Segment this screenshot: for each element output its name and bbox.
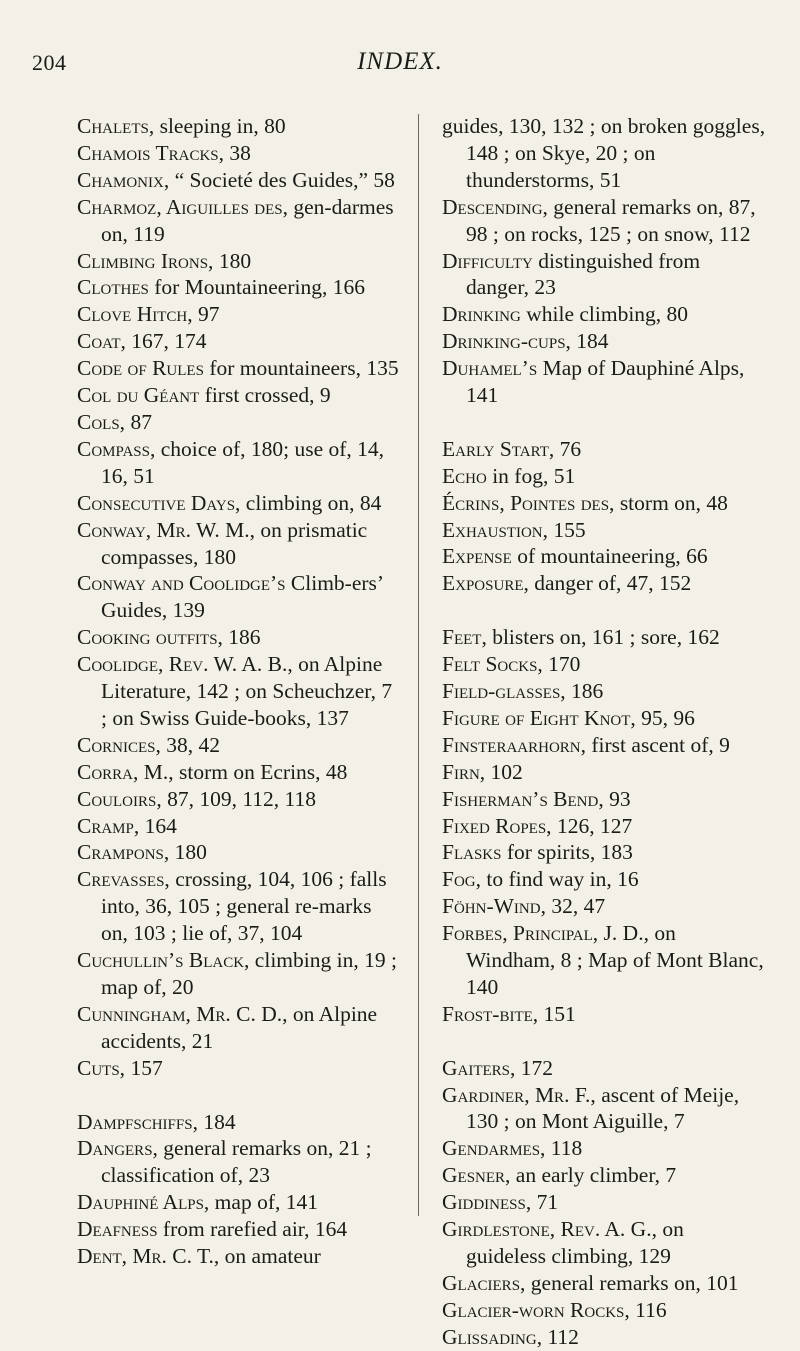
entry-text: 167, 174: [125, 329, 207, 354]
entry-text: general remarks on, 21 ; classification of, 23: [101, 1136, 372, 1188]
entry-text: 102: [485, 759, 523, 784]
entry-text: 32, 47: [545, 894, 606, 919]
index-entry: [442, 1189, 768, 1216]
entry-text: 180: [169, 840, 207, 865]
index-entry: [442, 651, 768, 678]
entry-text: 87, 109, 112, 118: [161, 786, 316, 811]
index-entry: [77, 328, 403, 355]
entry-heading: Chamois Tracks,: [77, 140, 225, 165]
entry-heading: Conway, Mr. W. M.,: [77, 517, 255, 542]
entry-heading: Gaiters,: [442, 1055, 516, 1080]
entry-heading: Fisherman’s Bend,: [442, 786, 604, 811]
page-number: 204: [32, 50, 67, 75]
entry-heading: Girdlestone, Rev. A. G.,: [442, 1217, 657, 1242]
entry-text: climbing on, 84: [240, 490, 382, 515]
entry-text: climbing in, 19 ; map of, 20: [101, 948, 397, 999]
entry-heading: Corra, M.,: [77, 759, 174, 784]
entry-text: general remarks on, 101: [525, 1270, 739, 1295]
entry-heading: Echo: [442, 463, 487, 488]
index-entry: [442, 1216, 768, 1270]
entry-text: from rarefied air, 164: [157, 1217, 348, 1242]
entry-heading: Clothes: [77, 275, 149, 300]
index-entry: [77, 382, 403, 409]
entry-text: ascent of Meije, 130 ; on Mont Aiguille, 7: [466, 1082, 740, 1134]
index-column-right: [442, 113, 768, 1351]
entry-heading: Coolidge, Rev. W. A. B.,: [77, 652, 293, 677]
entry-heading: Exposure,: [442, 571, 529, 596]
letter-gap: [77, 1082, 403, 1109]
entry-text: first ascent of, 9: [586, 732, 730, 757]
entry-heading: Climbing Irons,: [77, 248, 214, 273]
index-entry: [442, 463, 768, 490]
entry-heading: Gesner,: [442, 1163, 511, 1188]
index-column-left: [77, 113, 403, 1270]
index-entry: [77, 517, 403, 571]
entry-heading: Clove Hitch,: [77, 302, 193, 327]
index-entry: [442, 732, 768, 759]
entry-text: on prismatic compasses, 180: [101, 517, 368, 569]
index-entry: [77, 732, 403, 759]
index-entry: [442, 678, 768, 705]
index-entry: [77, 813, 403, 840]
index-entry: [442, 1270, 768, 1297]
entry-text: guides, 130, 132 ; on broken goggles, 148 ; on Skye, 20 ; on thunderstorms, 51: [442, 114, 766, 192]
entry-heading: Crevasses,: [77, 867, 170, 892]
entry-heading: Dangers,: [77, 1136, 158, 1161]
index-entry: [442, 920, 768, 1001]
entry-text: first crossed, 9: [199, 383, 331, 408]
entry-text: gen-darmes on, 119: [101, 194, 394, 246]
entry-heading: Figure of Eight Knot,: [442, 705, 636, 730]
entry-text: in fog, 51: [486, 463, 576, 488]
entry-heading: Écrins, Pointes des,: [442, 490, 615, 515]
entry-heading: Col du Géant: [77, 383, 200, 408]
index-entry: [442, 1055, 768, 1082]
entry-heading: Duhamel’s: [442, 356, 538, 381]
entry-heading: Felt Socks,: [442, 652, 543, 677]
entry-text: 184: [197, 1109, 236, 1134]
index-entry: [442, 1001, 768, 1028]
entry-heading: Conway and Coolidge’s: [77, 571, 286, 596]
entry-text: 186: [565, 679, 604, 703]
index-entry: [77, 248, 403, 275]
entry-text: Map of Dauphiné Alps, 141: [466, 356, 745, 408]
index-entry: [442, 759, 768, 786]
entry-text: 170: [542, 652, 581, 677]
index-entry: [77, 167, 403, 194]
entry-text: on Alpine Literature, 142 ; on Scheuchzer, 7 ; on Swiss Guide-books, 137: [101, 652, 393, 730]
entry-heading: Exhaustion,: [442, 517, 549, 542]
index-entry: [77, 436, 403, 490]
entry-text: distinguished from danger, 23: [466, 248, 701, 300]
entry-text: 76: [554, 436, 582, 461]
entry-heading: Consecutive Days,: [77, 490, 241, 515]
index-entry: [442, 1297, 768, 1324]
running-head: INDEX.: [357, 48, 443, 75]
entry-text: 97: [192, 302, 220, 327]
entry-text: crossing, 104, 106 ; falls into, 36, 105 ; general re-marks on, 103 ; lie of, 37, 104: [101, 867, 387, 946]
entry-text: an early climber, 7: [510, 1163, 677, 1188]
index-entry: [77, 1001, 403, 1055]
entry-heading: Chamonix,: [77, 167, 170, 192]
entry-heading: Charmoz, Aiguilles des,: [77, 194, 289, 219]
index-entry: [77, 113, 403, 140]
entry-text: Climb-ers’ Guides, 139: [101, 571, 383, 623]
index-entry: [442, 1082, 768, 1136]
entry-text: for Mountaineering, 166: [148, 275, 365, 300]
index-entry: [77, 839, 403, 866]
entry-heading: Drinking: [442, 302, 521, 327]
entry-heading: Chalets,: [77, 114, 155, 138]
letter-gap: [442, 409, 768, 436]
entry-heading: Compass,: [77, 436, 156, 461]
entry-text: 87: [125, 409, 152, 434]
entry-text: 71: [531, 1190, 559, 1215]
entry-heading: Glissading,: [442, 1324, 543, 1349]
index-entry: [77, 786, 403, 813]
entry-text: 118: [545, 1136, 583, 1161]
index-entry: [442, 1324, 768, 1351]
entry-text: 164: [139, 813, 177, 838]
entry-heading: Fixed Ropes,: [442, 813, 552, 838]
index-entry: [77, 355, 403, 382]
entry-text: on Alpine accidents, 21: [101, 1001, 378, 1053]
entry-heading: Cooking outfits,: [77, 625, 223, 650]
entry-text: “ Societé des Guides,” 58: [169, 167, 395, 192]
entry-heading: Drinking-cups,: [442, 329, 571, 354]
entry-heading: Couloirs,: [77, 786, 162, 811]
index-entry: [442, 893, 768, 920]
index-entry: [77, 194, 403, 248]
entry-heading: Föhn-Wind,: [442, 894, 546, 919]
index-entry: [442, 705, 768, 732]
entry-text: on guideless climbing, 129: [466, 1217, 684, 1269]
entry-text: storm on, 48: [614, 490, 728, 515]
index-entry: [442, 813, 768, 840]
index-entry: [77, 1216, 403, 1243]
entry-text: 157: [125, 1055, 163, 1080]
index-entry: [442, 786, 768, 813]
index-entry: [442, 301, 768, 328]
index-entry: [77, 624, 403, 651]
index-entry: [442, 517, 768, 544]
index-entry: [77, 140, 403, 167]
entry-text: 95, 96: [635, 705, 695, 730]
entry-text: on amateur: [219, 1244, 321, 1269]
entry-text: 38, 42: [160, 732, 221, 757]
index-entry: [77, 274, 403, 301]
index-entry: [442, 624, 768, 651]
entry-text: 116: [629, 1297, 667, 1322]
entry-text: 172: [515, 1055, 554, 1080]
entry-heading: Forbes, Principal, J. D.,: [442, 921, 649, 946]
entry-heading: Feet,: [442, 625, 487, 650]
index-entry: [77, 301, 403, 328]
entry-heading: Flasks: [442, 840, 502, 865]
entry-heading: Crampons,: [77, 840, 170, 865]
entry-text: 186: [222, 625, 261, 650]
entry-heading: Gardiner, Mr. F.,: [442, 1082, 596, 1107]
index-entry: [442, 436, 768, 463]
entry-heading: Finsteraarhorn,: [442, 732, 587, 757]
entry-heading: Code of Rules: [77, 356, 204, 381]
entry-heading: Dampfschiffs,: [77, 1109, 198, 1134]
index-entry: [77, 1189, 403, 1216]
entry-text: sleeping in, 80: [154, 114, 286, 138]
column-rule: [418, 114, 419, 1216]
index-entry: [442, 570, 768, 597]
index-entry: [77, 1055, 403, 1082]
entry-heading: Difficulty: [442, 248, 533, 273]
index-entry: [77, 409, 403, 436]
index-entry: [442, 248, 768, 302]
entry-heading: Dent, Mr. C. T.,: [77, 1244, 220, 1269]
entry-heading: Descending,: [442, 194, 548, 219]
index-entry: [77, 866, 403, 947]
entry-text: for mountaineers, 135: [203, 356, 399, 381]
entry-text: for spirits, 183: [501, 840, 633, 865]
letter-gap: [442, 1028, 768, 1055]
entry-text: on Windham, 8 ; Map of Mont Blanc, 140: [466, 921, 764, 999]
entry-heading: Cuchullin’s Black,: [77, 948, 250, 973]
index-entry: [442, 328, 768, 355]
index-entry: [77, 570, 403, 624]
entry-text: 112: [542, 1324, 579, 1349]
entry-text: to find way in, 16: [481, 867, 639, 892]
index-entry: [442, 1135, 768, 1162]
entry-text: choice of, 180; use of, 14, 16, 51: [101, 436, 385, 488]
entry-text: danger of, 47, 152: [528, 571, 692, 596]
index-entry: [77, 1109, 403, 1136]
entry-text: storm on Ecrins, 48: [173, 759, 348, 784]
entry-text: blisters on, 161 ; sore, 162: [486, 625, 720, 650]
entry-heading: Cornices,: [77, 732, 161, 757]
entry-heading: Coat,: [77, 329, 126, 354]
index-entry: [442, 839, 768, 866]
entry-heading: Expense: [442, 544, 512, 569]
index-entry: [77, 1243, 403, 1270]
entry-heading: Field-glasses,: [442, 679, 566, 703]
entry-heading: Gendarmes,: [442, 1136, 546, 1161]
entry-text: while climbing, 80: [520, 302, 689, 327]
entry-text: general remarks on, 87, 98 ; on rocks, 125 ; on snow, 112: [466, 194, 756, 246]
index-entry: [442, 355, 768, 409]
entry-text: of mountaineering, 66: [511, 544, 708, 569]
index-entry: [442, 1162, 768, 1189]
index-entry: [442, 113, 768, 194]
entry-heading: Firn,: [442, 759, 486, 784]
entry-heading: Cunningham, Mr. C. D.,: [77, 1001, 288, 1026]
index-entry: [442, 194, 768, 248]
entry-heading: Cramp,: [77, 813, 140, 838]
letter-gap: [442, 597, 768, 624]
index-entry: [77, 651, 403, 732]
index-entry: [77, 759, 403, 786]
index-entry: [77, 947, 403, 1001]
entry-heading: Fog,: [442, 867, 481, 892]
index-entry: [442, 543, 768, 570]
entry-heading: Frost-bite,: [442, 1001, 539, 1026]
entry-heading: Deafness: [77, 1217, 158, 1242]
index-entry: [442, 490, 768, 517]
entry-text: 126, 127: [551, 813, 633, 838]
entry-text: 180: [213, 248, 252, 273]
index-entry: [442, 866, 768, 893]
index-entry: [77, 1135, 403, 1189]
index-entry: [77, 490, 403, 517]
entry-text: 151: [538, 1001, 576, 1026]
entry-heading: Cols,: [77, 409, 126, 434]
entry-heading: Glacier-worn Rocks,: [442, 1297, 630, 1322]
entry-heading: Dauphiné Alps,: [77, 1190, 210, 1215]
entry-text: 184: [570, 329, 609, 354]
entry-text: 38: [224, 140, 251, 165]
entry-heading: Cuts,: [77, 1055, 126, 1080]
entry-text: 155: [548, 517, 586, 542]
entry-heading: Early Start,: [442, 436, 555, 461]
entry-heading: Giddiness,: [442, 1190, 532, 1215]
entry-text: map of, 141: [209, 1190, 318, 1215]
entry-text: 93: [603, 786, 631, 811]
entry-heading: Glaciers,: [442, 1270, 526, 1295]
